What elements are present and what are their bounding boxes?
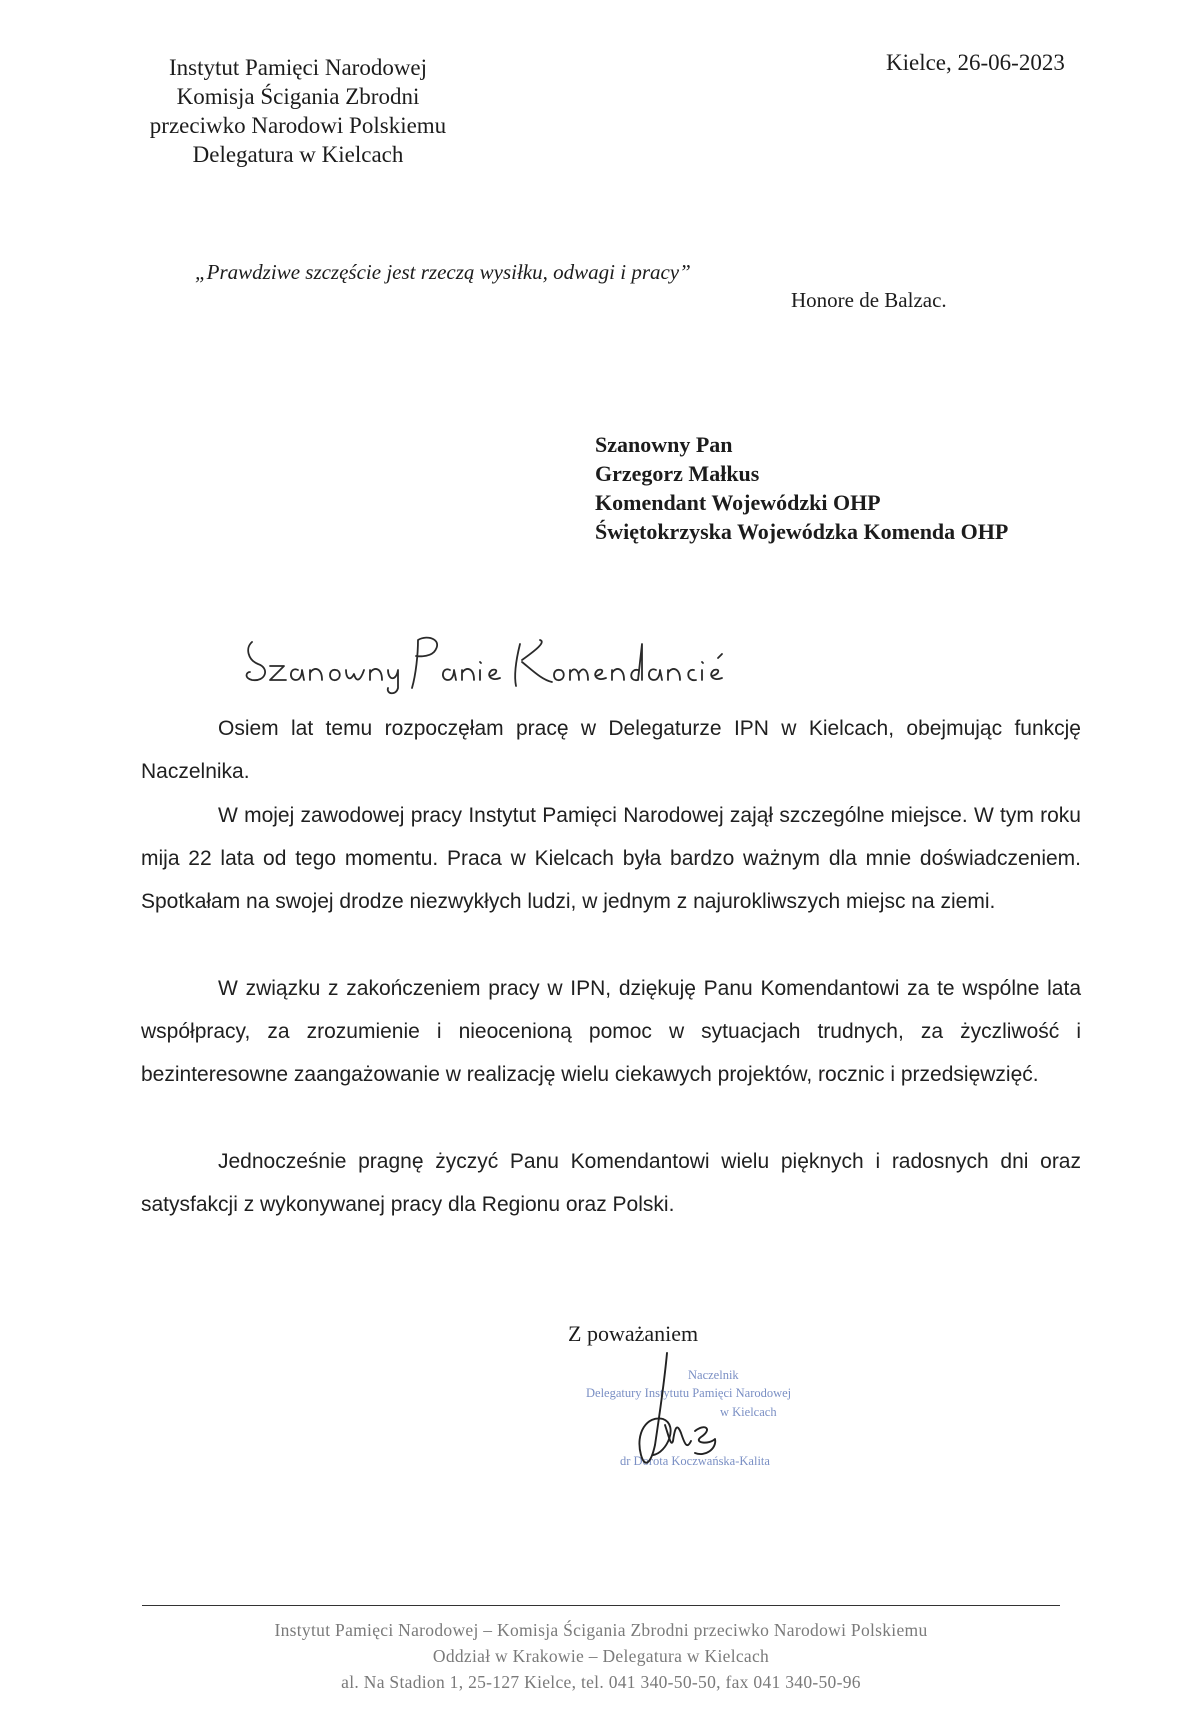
stamp-line-1: Naczelnik — [688, 1368, 739, 1382]
recipient-salutation: Szanowny Pan — [595, 432, 733, 457]
epigraph-author: Honore de Balzac. — [791, 288, 947, 312]
recipient-name: Grzegorz Małkus — [595, 461, 760, 486]
footer — [142, 1617, 1060, 1695]
letterhead-line-2: Komisja Ścigania Zbrodni — [176, 84, 420, 109]
recipient-organization: Świętokrzyska Wojewódzka Komenda OHP — [595, 519, 1009, 544]
stamp-line-3: w Kielcach — [720, 1405, 777, 1419]
stamp-line-2: Delegatury Instytutu Pamięci Narodowej — [586, 1386, 792, 1400]
stamp-line-4: dr Dorota Koczwańska-Kalita — [620, 1454, 770, 1468]
letterhead-line-1: Instytut Pamięci Narodowej — [168, 55, 428, 80]
recipient-position: Komendant Wojewódzki OHP — [595, 490, 881, 515]
footer-line-3: al. Na Stadion 1, 25-127 Kielce, tel. 041 340-50-50, fax 041 340-50-96 — [341, 1672, 861, 1692]
letterhead-line-4: Delegatura w Kielcach — [192, 142, 404, 167]
footer-divider — [142, 1605, 1060, 1606]
footer-line-2: Oddział w Krakowie – Delegatura w Kielcach — [432, 1646, 770, 1666]
footer-line-1: Instytut Pamięci Narodowej – Komisja Ścigania Zbrodni przeciwko Narodowi Polskiemu — [274, 1620, 928, 1640]
signature — [605, 1345, 745, 1485]
closing: Z poważaniem — [568, 1321, 699, 1346]
paragraph-2: W mojej zawodowej pracy Instytut Pamięci Narodowej zajął szczególne miejsce. W tym roku mija 22 lata od tego momentu. Praca w Kielcach była bardzo ważnym dla mnie doświadczeniem. Spotkałam na swojej drodze niezwykłych ludzi, w jednym z najurokliwszych miejsc na ziemi. — [141, 804, 1081, 913]
paragraph-3: W związku z zakończeniem pracy w IPN, dziękuję Panu Komendantowi za te wspólne lata współpracy, za zrozumienie i nieocenioną pomoc w sytuacjach trudnych, za życzliwość i bezinteresowne zaangażowanie w realizację wielu ciekawych projektów, rocznic i przedsięwzięć. — [141, 977, 1081, 1086]
letterhead-line-3: przeciwko Narodowi Polskiemu — [149, 113, 447, 138]
letter-date: Kielce, 26-06-2023 — [886, 50, 1065, 75]
paragraph-1: Osiem lat temu rozpoczęłam pracę w Delegaturze IPN w Kielcach, obejmując funkcję Naczelnika. — [141, 717, 1081, 783]
paragraph-4: Jednocześnie pragnę życzyć Panu Komendantowi wielu pięknych i radosnych dni oraz satysfakcji z wykonywanej pracy dla Regionu oraz Polski. — [141, 1150, 1081, 1216]
epigraph-quote: „Prawdziwe szczęście jest rzeczą wysiłku, odwagi i pracy” — [195, 260, 691, 284]
